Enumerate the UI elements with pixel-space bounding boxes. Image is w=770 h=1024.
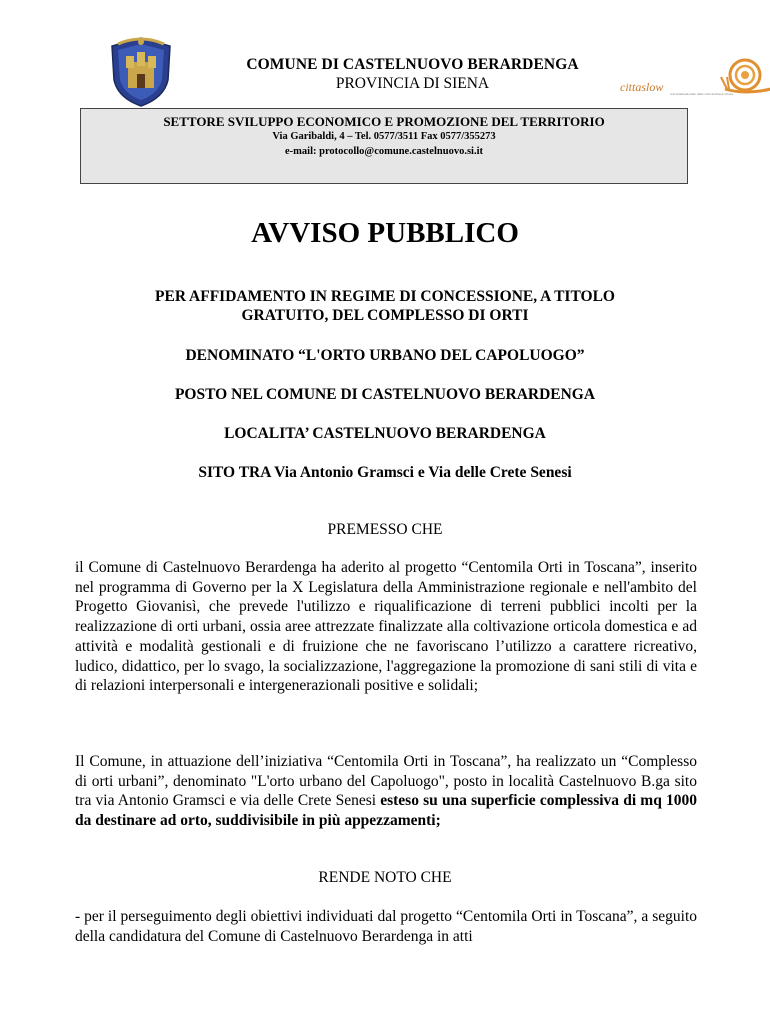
premesso-paragraph-2-text: Il Comune, in attuazione dell’iniziativa “Centomila Orti in Toscana”, ha realizzato un “Complesso di orti urbani”, denominato "L'orto urbano del Capoluogo", posto in località Castelnuovo B.ga sito tra via Antonio Gramsci e via delle Crete Senesi (75, 753, 697, 810)
subtitle-site: SITO TRA Via Antonio Gramsci e Via delle Crete Senesi (198, 464, 572, 481)
municipality-name: COMUNE DI CASTELNUOVO BERARDENGA (246, 56, 579, 73)
sector-info-box (80, 108, 688, 184)
premesso-paragraph-1: il Comune di Castelnuovo Berardenga ha aderito al progetto “Centomila Orti in Toscana”, inserito nel programma di Governo per la X Legislatura della Amministrazione regionale e nell'ambito del Progetto Giovanisì, che prevede l'utilizzo e riqualificazione di terreni pubblici incolti per la realizzazione di orti urbani, ossia aree attrezzate finalizzate alla coltivazione orticola domestica e ad attività e modalità gestionali e di fruizione che ne favoriscano l’utilizzo a carattere ricreativo, ludico, didattico, per lo svago, la socializzazione, l'aggregazione la promozione di sani stili di vita e di relazioni interpersonali e intergenerazionali positive e solidali; (75, 559, 697, 695)
subtitle-line-1: PER AFFIDAMENTO IN REGIME DI CONCESSIONE, A TITOLO (155, 288, 615, 305)
cittaslow-logo-text: cittaslow (620, 80, 664, 94)
premesso-paragraph-2-bold: esteso su una superficie complessiva di mq 1000 da destinare ad orto, suddivisibile in più appezzamenti; (75, 792, 698, 830)
subtitle-line-2: GRATUITO, DEL COMPLESSO DI ORTI (241, 307, 529, 324)
sector-email: e-mail: protocollo@comune.castelnuovo.si.it (285, 146, 483, 157)
rende-noto-heading: RENDE NOTO CHE (318, 869, 452, 886)
snail-tagline: rete internazionale delle città del buon vivere (670, 92, 734, 96)
sector-title: SETTORE SVILUPPO ECONOMICO E PROMOZIONE DEL TERRITORIO (163, 114, 605, 129)
subtitle-locality: LOCALITA’ CASTELNUOVO BERARDENGA (224, 425, 546, 442)
premesso-heading: PREMESSO CHE (327, 521, 443, 538)
document-title: AVVISO PUBBLICO (251, 217, 519, 249)
province-name: PROVINCIA DI SIENA (335, 75, 490, 92)
rende-noto-paragraph-1: - per il perseguimento degli obiettivi individuati dal progetto “Centomila Orti in Toscana”, a seguito della candidatura del Comune di Castelnuovo Berardenga in atti (75, 908, 697, 945)
subtitle-named: DENOMINATO “L'ORTO URBANO DEL CAPOLUOGO” (185, 347, 585, 364)
subtitle-located: POSTO NEL COMUNE DI CASTELNUOVO BERARDENGA (174, 386, 596, 403)
sector-address: Via Garibaldi, 4 – Tel. 0577/3511 Fax 0577/355273 (272, 131, 496, 142)
premesso-paragraph-2 (75, 752, 697, 831)
